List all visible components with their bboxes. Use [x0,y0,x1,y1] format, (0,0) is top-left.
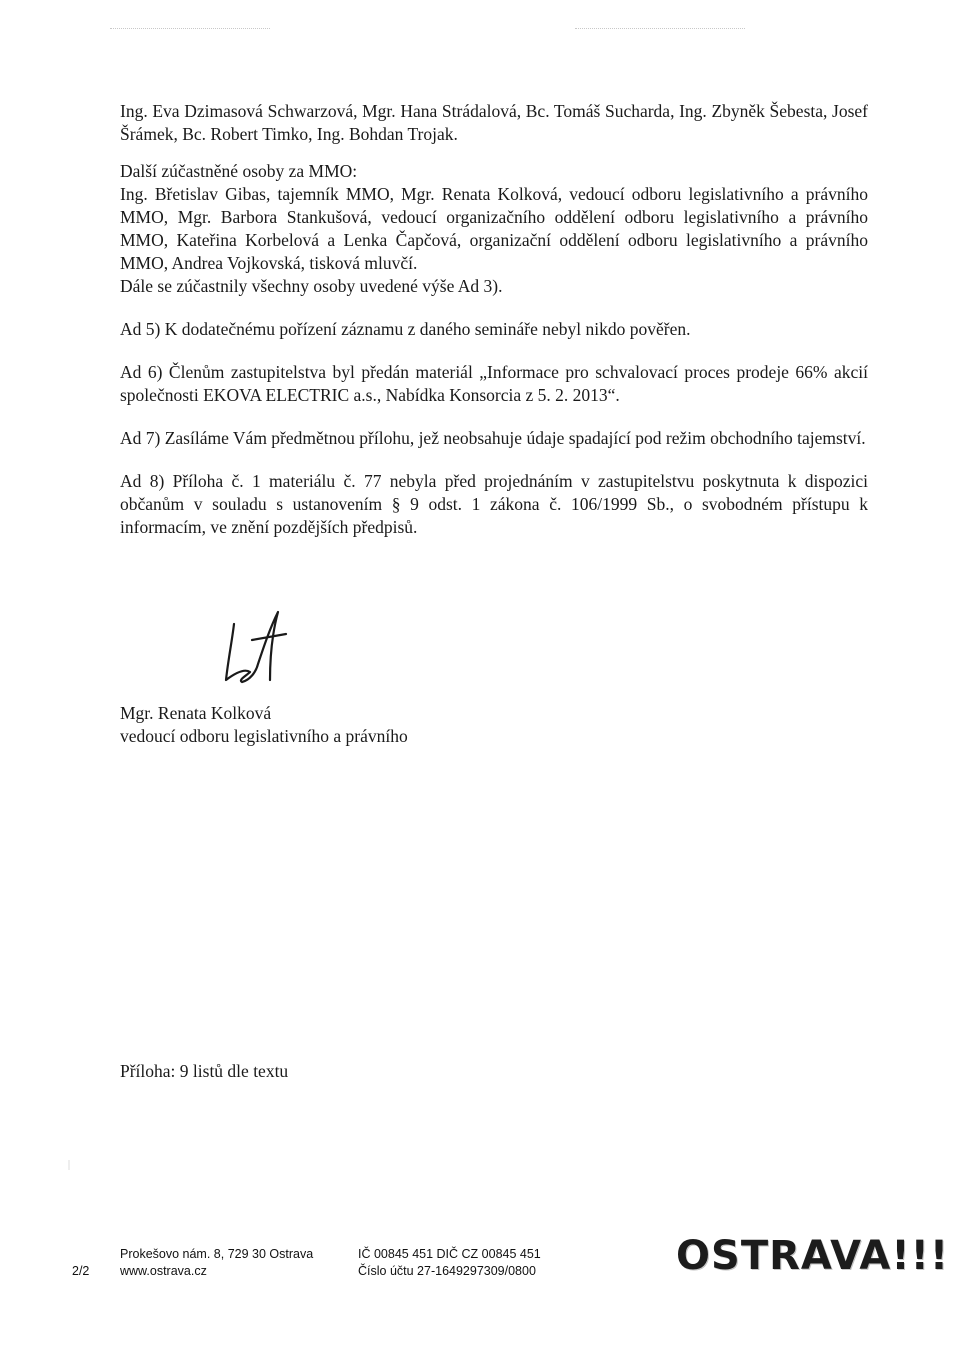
address-line: Prokešovo nám. 8, 729 30 Ostrava [120,1247,314,1261]
participants-paragraph: Ing. Eva Dzimasová Schwarzová, Mgr. Hana Strádalová, Bc. Tomáš Sucharda, Ing. Zbyněk Šebesta, Josef Šrámek, Bc. Robert Timko, Ing. Bohdan Trojak. [120,101,868,144]
attendance-note: Dále se zúčastnily všechny osoby uvedené výše Ad 3). [120,276,503,296]
scan-artifact-right [575,28,745,33]
mmo-participants-paragraph: Ing. Břetislav Gibas, tajemník MMO, Mgr. Renata Kolková, vedoucí odboru legislativního a právního MMO, Mgr. Barbora Stankušová, vedoucí organizačního oddělení odboru legislativního a právního MMO, Kateřina Korbelová a Lenka Čapčová, organizační oddělení odboru legislativního a právního MMO, Andrea Vojkovská, tisková mluvčí. [120,184,868,273]
footer-ids [358,1246,541,1280]
ad6-paragraph: Ad 6) Členům zastupitelstva byl předán materiál „Informace pro schvalovací proces prodeje 66% akcií společnosti EKOVA ELECTRIC a.s., Nabídka Konsorcia z 5. 2. 2013“. [120,362,868,405]
ad8-paragraph: Ad 8) Příloha č. 1 materiálu č. 77 nebyla před projednáním v zastupitelstvu poskytnuta k dispozici občanům v souladu s ustanovením § 9 odst. 1 zákona č. 106/1999 Sb., o svobodném přístupu k informacím, ve znění pozdějších předpisů. [120,471,868,537]
signature-block [120,606,408,748]
company-ids: IČ 00845 451 DIČ CZ 00845 451 [358,1247,541,1261]
signatory-role: vedoucí odboru legislativního a právního [120,726,408,746]
page-number: 2/2 [72,1264,90,1278]
scan-artifact-left [110,28,270,33]
ad5-paragraph: Ad 5) K dodatečnému pořízení záznamu z daného semináře nebyl nikdo pověřen. [120,319,691,339]
website-link[interactable]: www.ostrava.cz [120,1264,207,1278]
scan-mark [68,1160,70,1170]
ostrava-logo: OSTRAVA!!! [676,1233,950,1279]
handwritten-signature [212,606,302,696]
bank-account: Číslo účtu 27-1649297309/0800 [358,1264,536,1278]
footer-address [120,1246,313,1280]
mmo-heading: Další zúčastněné osoby za MMO: [120,161,358,181]
attachment-note: Příloha: 9 listů dle textu [120,1061,289,1081]
signatory-name: Mgr. Renata Kolková [120,703,272,723]
ad7-paragraph: Ad 7) Zasíláme Vám předmětnou přílohu, jež neobsahuje údaje spadající pod režim obchodního tajemství. [120,428,866,448]
letter-body [120,100,868,539]
